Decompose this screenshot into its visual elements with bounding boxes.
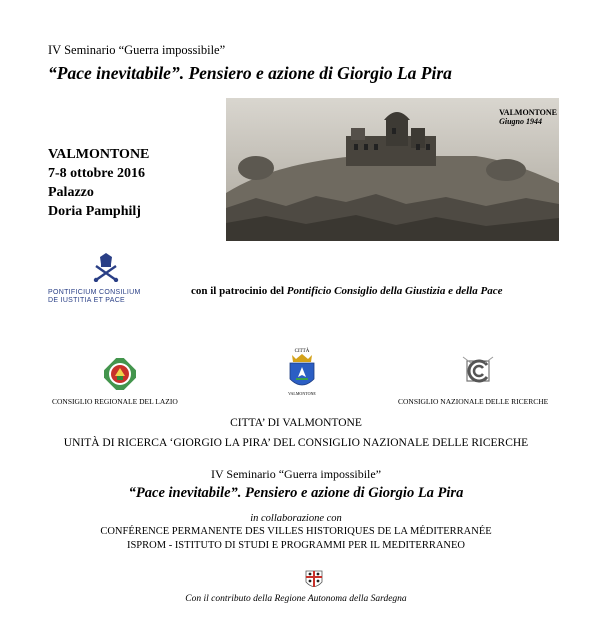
cnr-label: CONSIGLIO NAZIONALE DELLE RICERCHE — [398, 397, 549, 406]
photo-caption-date: Giugno 1944 — [499, 117, 542, 126]
pontificium-line-1: PONTIFICIUM CONSILIUM — [48, 289, 141, 296]
photo-caption — [499, 108, 557, 126]
pontificium-line-2: DE IUSTITIA ET PACE — [48, 297, 126, 304]
valmontone-crest-icon — [284, 345, 320, 397]
crest-top-text: CITTÀ — [294, 349, 310, 354]
event-venue-line-2: Doria Pamphilj — [48, 204, 141, 219]
lazio-region-logo-icon — [104, 358, 136, 390]
collab-line-2: ISPROM - ISTITUTO DI STUDI E PROGRAMMI PER IL MEDITERRANEO — [126, 540, 466, 551]
patronage-text — [191, 285, 502, 297]
page-title: “Pace inevitabile”. Pensiero e azione di Giorgio La Pira — [48, 63, 452, 83]
collab-intro: in collaborazione con — [250, 513, 342, 524]
event-place: VALMONTONE — [48, 147, 150, 162]
repeat-title: “Pace inevitabile”. Pensiero e azione di Giorgio La Pira — [128, 485, 464, 501]
patronage-prefix: con il patrocinio del — [191, 285, 287, 297]
event-venue-line-1: Palazzo — [48, 185, 94, 200]
seminar-line: IV Seminario “Guerra impossibile” — [48, 43, 226, 57]
cnr-logo-icon — [461, 355, 495, 387]
collab-line-1: CONFÉRENCE PERMANENTE DES VILLES HISTORIQUES DE LA MÉDITERRANÉE — [100, 526, 492, 537]
photo-caption-place: VALMONTONE — [499, 108, 557, 117]
lazio-label: CONSIGLIO REGIONALE DEL LAZIO — [52, 397, 178, 406]
footer-contribution: Con il contributo della Regione Autonoma della Sardegna — [185, 594, 407, 604]
repeat-seminar-line: IV Seminario “Guerra impossibile” — [210, 467, 382, 481]
patronage-name: Pontificio Consiglio della Giustizia e della Pace — [286, 285, 503, 297]
organizer-unit: UNITÀ DI RICERCA ‘GIORGIO LA PIRA’ DEL CONSIGLIO NAZIONALE DELLE RICERCHE — [63, 437, 529, 449]
event-info — [48, 145, 149, 221]
papal-keys-icon — [92, 252, 120, 282]
event-dates: 7-8 ottobre 2016 — [48, 166, 145, 181]
sardinia-crest-icon — [303, 569, 325, 591]
pontificium-logo-text — [48, 289, 141, 305]
organizer-city: CITTA’ DI VALMONTONE — [230, 417, 362, 429]
crest-bottom-text: VALMONTONE — [288, 391, 316, 396]
